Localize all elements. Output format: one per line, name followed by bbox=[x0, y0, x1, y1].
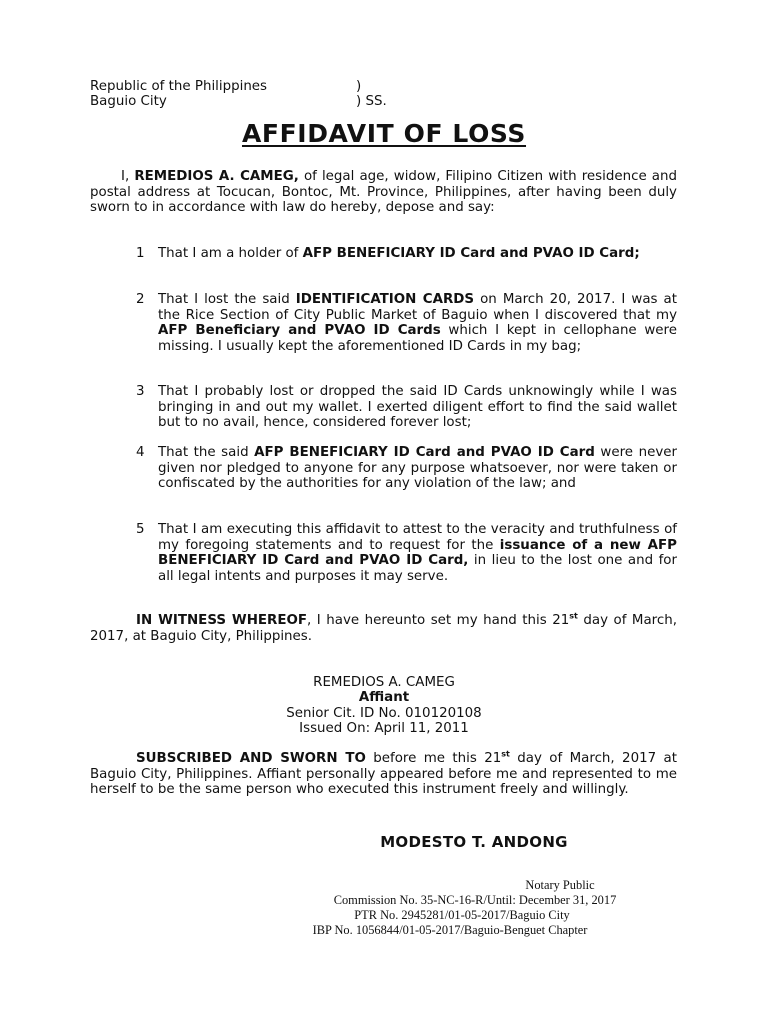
item-number: 3 bbox=[136, 384, 145, 399]
affiant-issued-line: Issued On: April 11, 2011 bbox=[299, 721, 469, 736]
item-text: on March 20, 2017. I was at the Rice Section of City Public Market of Baguio when I discovered that my bbox=[158, 292, 677, 323]
intro-paragraph bbox=[90, 169, 677, 216]
item-text: in lieu to the lost one and for all legal intents and purposes it may serve. bbox=[158, 553, 678, 584]
notary-commission: Commission No. 35-NC-16-R/Until: December 31, 2017 bbox=[333, 893, 617, 907]
list-item bbox=[158, 522, 677, 584]
affiant-name: REMEDIOS A. CAMEG bbox=[313, 675, 455, 690]
jurat-paragraph bbox=[90, 751, 677, 798]
list-item bbox=[158, 246, 677, 262]
document-title-text: AFFIDAVIT OF LOSS bbox=[241, 119, 527, 148]
venue-city-paren: ) SS. bbox=[356, 94, 387, 109]
item-bold-text: issuance of a new AFP BENEFICIARY ID Card and PVAO ID Card, bbox=[158, 537, 677, 569]
item-number: 2 bbox=[136, 292, 145, 307]
witness-heading: IN WITNESS WHEREOF bbox=[136, 613, 308, 628]
list-item bbox=[158, 445, 677, 492]
venue-city-row bbox=[90, 94, 387, 109]
jurat-heading: SUBSCRIBED AND SWORN TO bbox=[136, 751, 366, 766]
document-title bbox=[0, 119, 768, 148]
item-bold-text: AFP Beneficiary and PVAO ID Cards bbox=[158, 323, 441, 339]
affiant-role: Affiant bbox=[358, 690, 410, 705]
jurat-ordinal: st bbox=[501, 749, 510, 759]
witness-paragraph bbox=[90, 613, 677, 644]
item-text: That I am a holder of bbox=[158, 246, 299, 261]
item-text: were never given nor pledged to anyone for any purpose whatsoever, nor were taken or confiscated by the authorities for any violation of the law; and bbox=[158, 445, 677, 492]
item-text: That the said bbox=[158, 445, 249, 460]
list-item bbox=[158, 384, 677, 431]
affiant-name-inline: REMEDIOS A. CAMEG, bbox=[134, 169, 299, 184]
notary-ptr: PTR No. 2945281/01-05-2017/Baguio City bbox=[354, 908, 570, 922]
venue-country-paren: ) bbox=[356, 79, 362, 94]
item-text: That I am executing this affidavit to attest to the veracity and truthfulness of my foregoing statements and to request for the bbox=[158, 522, 677, 553]
notary-ibp: IBP No. 1056844/01-05-2017/Baguio-Benguet Chapter bbox=[312, 923, 588, 937]
item-text: which I kept in cellophane were missing. I usually kept the aforementioned ID Cards in my bag; bbox=[158, 323, 677, 354]
jurat-text: before me this 21 bbox=[373, 751, 502, 766]
item-bold-text: AFP BENEFICIARY ID Card and PVAO ID Card bbox=[254, 445, 595, 460]
list-item bbox=[158, 292, 677, 354]
intro-post: of legal age, widow, Filipino Citizen with residence and postal address at Tocucan, Bontoc, Mt. Province, Philippines, after having been duly sworn to in accordance with law do hereby, depose and say: bbox=[90, 169, 677, 216]
venue-country-row bbox=[90, 79, 362, 94]
item-number: 5 bbox=[136, 522, 145, 537]
item-text: That I lost the said bbox=[158, 292, 290, 307]
item-number: 4 bbox=[136, 445, 145, 460]
notary-title: Notary Public bbox=[525, 878, 595, 892]
intro-pre: I, bbox=[121, 169, 130, 184]
item-text: That I probably lost or dropped the said ID Cards unknowingly while I was bringing in and out my wallet. I exerted diligent effort to find the said wallet but to no avail, hence, considered forever lost; bbox=[158, 384, 677, 431]
item-number: 1 bbox=[136, 246, 145, 261]
item-bold-text: AFP BENEFICIARY ID Card and PVAO ID Card; bbox=[302, 246, 640, 261]
witness-rest: day of March, 2017, at Baguio City, Philippines. bbox=[90, 613, 677, 644]
item-bold-text: IDENTIFICATION CARDS bbox=[295, 292, 475, 307]
witness-ordinal: st bbox=[569, 611, 578, 621]
venue-country: Republic of the Philippines bbox=[90, 79, 268, 94]
witness-text: , I have hereunto set my hand this 21 bbox=[307, 613, 570, 628]
notary-name: MODESTO T. ANDONG bbox=[380, 833, 568, 851]
venue-block bbox=[90, 79, 387, 109]
affiant-id-line: Senior Cit. ID No. 010120108 bbox=[286, 706, 482, 721]
jurat-rest: day of March, 2017 at Baguio City, Philippines. Affiant personally appeared before me and represented to me herself to be the same person who executed this instrument freely and willingly. bbox=[90, 751, 677, 798]
venue-city: Baguio City bbox=[90, 94, 167, 109]
